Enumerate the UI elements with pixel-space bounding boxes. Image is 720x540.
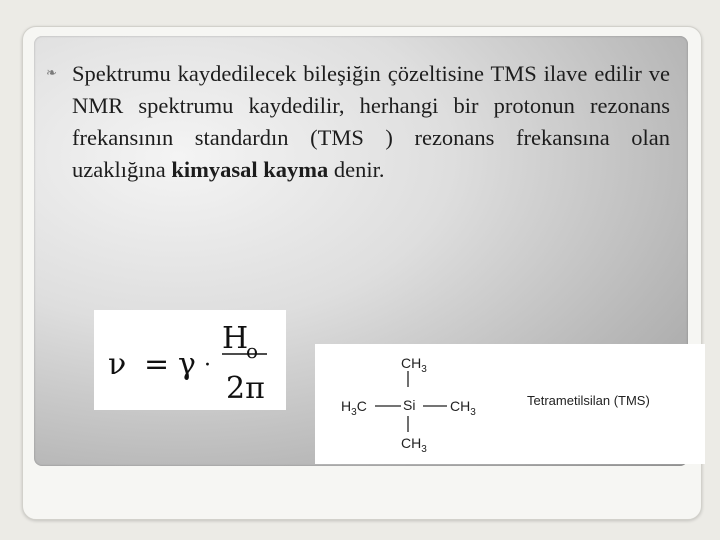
formula-numerator-h: H [222,321,249,356]
tms-bottom-group: $CH_3$ [401,435,427,455]
formula-gamma: γ [178,347,196,382]
formula-numerator-subscript: o [246,339,259,363]
tms-structure-image [315,344,705,464]
formula-equals: = [144,347,170,382]
tms-left-group: $H_3C$ [341,398,367,418]
fleuron-bullet-icon: ❧ [46,66,57,81]
body-text-main: Spektrumu kaydedilecek bileşiğin çözeltisine TMS ilave edilir ve NMR spektrumu kaydedilir, herhangi bir protonun rezonans frekansının standardın (TMS ) rezonans frekansına olan uzaklığına [72,61,670,182]
tms-structure-svg [315,344,705,464]
body-text [46,58,670,186]
body-text-end: denir. [328,157,385,182]
tms-top-group: $CH_3$ [401,355,427,375]
tms-right-group: $CH_3$ [450,398,476,418]
tms-caption: Tetrametilsilan (TMS) [527,393,650,408]
formula-image [94,310,286,410]
formula-nu: ν [108,347,127,382]
formula-dot: · [204,353,211,378]
tms-center-atom: Si [403,397,416,413]
formula-denominator: 2π [226,371,265,406]
body-text-bold-term: kimyasal kayma [171,157,329,182]
formula-svg [94,310,286,410]
